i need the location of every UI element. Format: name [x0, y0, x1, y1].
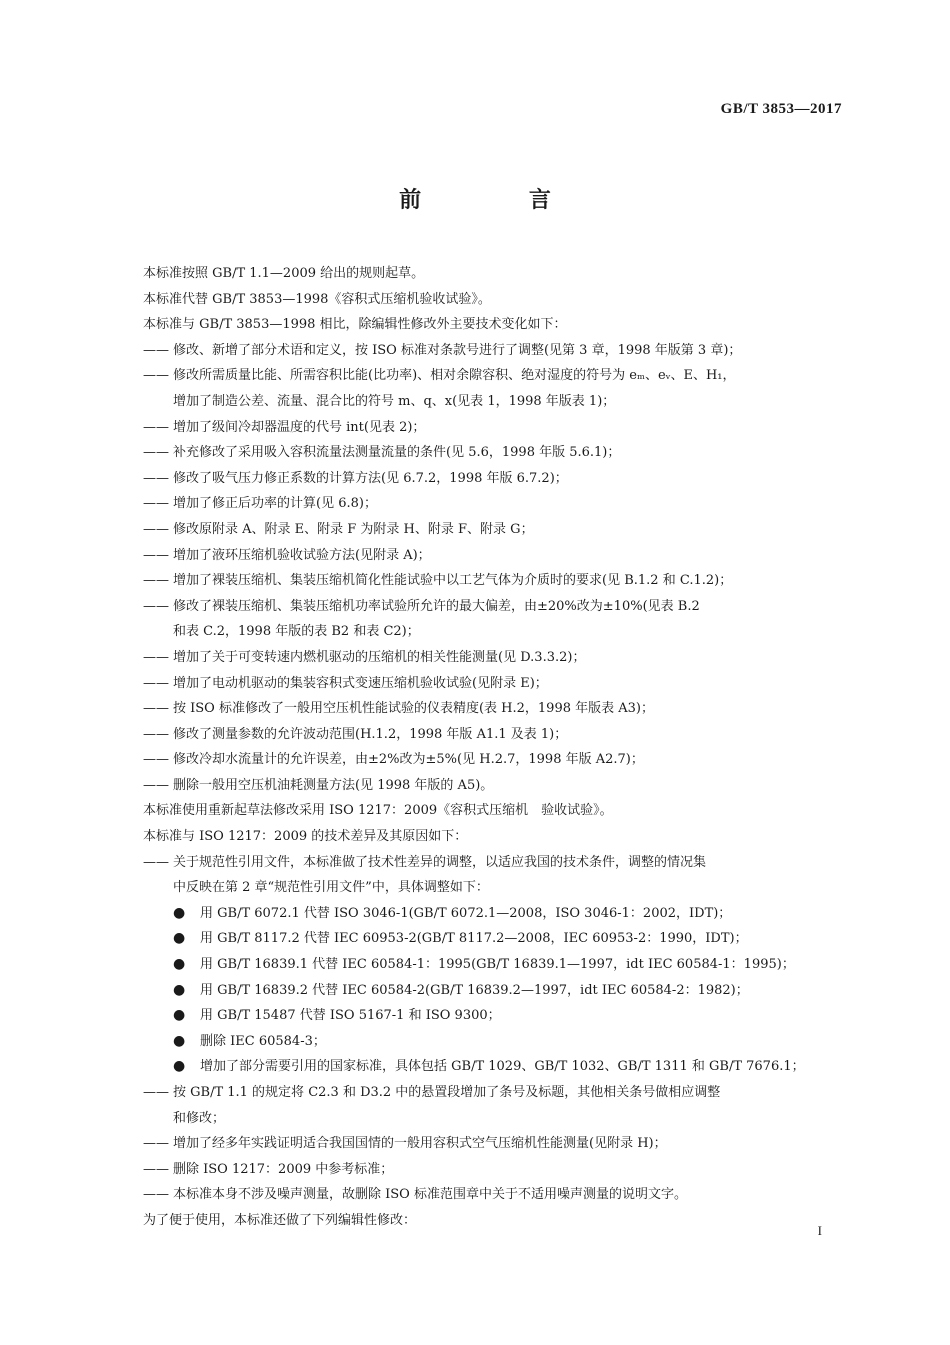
- paragraph: [143, 824, 843, 850]
- line-text: 按 ISO 标准修改了一般用空压机性能试验的仪表精度(表 H.2，1998 年版表 A3)；: [173, 701, 654, 717]
- line-text: 增加了级间冷却器温度的代号 int(见表 2)；: [173, 419, 426, 435]
- line-text: 修改了吸气压力修正系数的计算方法(见 6.7.2，1998 年版 6.7.2)；: [173, 470, 568, 486]
- change-item: [143, 722, 843, 748]
- line-text: 用 GB/T 16839.2 代替 IEC 60584-2(GB/T 16839.2—1997，idt IEC 60584-2：1982)；: [200, 982, 749, 998]
- em-dash-marker: ——: [143, 701, 169, 717]
- line-text: 用 GB/T 15487 代替 ISO 5167-1 和 ISO 9300；: [200, 1008, 501, 1024]
- change-item: [143, 747, 843, 773]
- line-text: 增加了电动机驱动的集装容积式变速压缩机验收试验(见附录 E)；: [173, 675, 548, 691]
- em-dash-marker: ——: [143, 573, 169, 589]
- change-item: [143, 338, 843, 364]
- change-item-continuation: [143, 1106, 843, 1132]
- standard-code: GB/T 3853—2017: [720, 101, 842, 117]
- line-text: 删除 ISO 1217：2009 中参考标准；: [173, 1161, 394, 1177]
- change-item: [143, 1080, 843, 1106]
- change-item: [143, 363, 843, 389]
- document-body: [143, 261, 843, 1234]
- paragraph: [143, 1208, 843, 1234]
- line-text: 补充修改了采用吸入容积流量法测量流量的条件(见 5.6，1998 年版 5.6.1)；: [173, 445, 621, 461]
- line-text: 增加了修正后功率的计算(见 6.8)；: [173, 496, 377, 512]
- line-text: 本标准与 GB/T 3853—1998 相比，除编辑性修改外主要技术变化如下：: [143, 317, 567, 333]
- change-item: [143, 850, 843, 876]
- line-text: 删除一般用空压机油耗测量方法(见 1998 年版的 A5)。: [173, 777, 494, 793]
- line-text: 修改原附录 A、附录 E、附录 F 为附录 H、附录 F、附录 G；: [173, 521, 534, 537]
- change-item: [143, 773, 843, 799]
- page-title: 前 言: [399, 188, 601, 213]
- paragraph: [143, 312, 843, 338]
- line-text: 用 GB/T 16839.1 代替 IEC 60584-1：1995(GB/T 16839.1—1997，idt IEC 60584-1：1995)；: [200, 957, 795, 973]
- line-text: 和表 C.2，1998 年版的表 B2 和表 C2)；: [173, 624, 420, 640]
- em-dash-marker: ——: [143, 521, 169, 537]
- line-text: 为了便于使用，本标准还做了下列编辑性修改：: [143, 1212, 417, 1228]
- em-dash-marker: ——: [143, 598, 169, 614]
- bullet-item: [143, 1054, 843, 1080]
- bullet-icon: ●: [173, 981, 186, 998]
- paragraph: [143, 798, 843, 824]
- em-dash-marker: ——: [143, 547, 169, 563]
- bullet-item: [143, 1029, 843, 1055]
- change-item-continuation: [143, 619, 843, 645]
- bullet-item: [143, 952, 843, 978]
- change-item-continuation: [143, 875, 843, 901]
- bullet-item: [143, 1003, 843, 1029]
- em-dash-marker: ——: [143, 854, 169, 870]
- em-dash-marker: ——: [143, 368, 169, 384]
- line-text: 关于规范性引用文件，本标准做了技术性差异的调整，以适应我国的技术条件，调整的情况集: [173, 854, 707, 870]
- line-text: 增加了裸装压缩机、集装压缩机简化性能试验中以工艺气体为介质时的要求(见 B.1.2 和 C.1.2)；: [173, 573, 733, 589]
- line-text: 本标准代替 GB/T 3853—1998《容积式压缩机验收试验》。: [143, 291, 491, 307]
- line-text: 修改了测量参数的允许波动范围(H.1.2，1998 年版 A1.1 及表 1)；: [173, 726, 568, 742]
- change-item: [143, 594, 843, 620]
- change-item: [143, 491, 843, 517]
- em-dash-marker: ——: [143, 726, 169, 742]
- em-dash-marker: ——: [143, 470, 169, 486]
- bullet-item: [143, 926, 843, 952]
- bullet-icon: ●: [173, 956, 186, 973]
- bullet-icon: ●: [173, 930, 186, 947]
- line-text: 用 GB/T 8117.2 代替 IEC 60953-2(GB/T 8117.2—2008，IEC 60953-2：1990，IDT)；: [200, 931, 748, 947]
- em-dash-marker: ——: [143, 649, 169, 665]
- em-dash-marker: ——: [143, 1136, 169, 1152]
- line-text: 本标准按照 GB/T 1.1—2009 给出的规则起草。: [143, 266, 425, 281]
- line-text: 用 GB/T 6072.1 代替 ISO 3046-1(GB/T 6072.1—2008，ISO 3046-1：2002，IDT)；: [200, 905, 732, 921]
- line-text: 增加了液环压缩机验收试验方法(见附录 A)；: [173, 547, 431, 563]
- change-item: [143, 696, 843, 722]
- em-dash-marker: ——: [143, 1085, 169, 1100]
- bullet-icon: ●: [173, 1058, 186, 1075]
- em-dash-marker: ——: [143, 777, 169, 793]
- em-dash-marker: ——: [143, 342, 169, 358]
- bullet-item: [143, 901, 843, 927]
- line-text: 中反映在第 2 章“规范性引用文件”中，具体调整如下：: [173, 880, 489, 896]
- line-text: 删除 IEC 60584-3；: [200, 1033, 326, 1049]
- bullet-icon: ●: [173, 904, 186, 921]
- line-text: 本标准与 ISO 1217：2009 的技术差异及其原因如下：: [143, 829, 468, 845]
- em-dash-marker: ——: [143, 1161, 169, 1177]
- page-number: I: [817, 1223, 822, 1238]
- em-dash-marker: ——: [143, 1187, 169, 1203]
- line-text: 本标准使用重新起草法修改采用 ISO 1217：2009《容积式压缩机 验收试验》。: [143, 803, 613, 819]
- change-item: [143, 1182, 843, 1208]
- change-item: [143, 671, 843, 697]
- change-item: [143, 1157, 843, 1183]
- change-item: [143, 543, 843, 569]
- change-item: [143, 466, 843, 492]
- line-text: 按 GB/T 1.1 的规定将 C2.3 和 D3.2 中的悬置段增加了条号及标题，其他相关条号做相应调整: [173, 1085, 721, 1100]
- em-dash-marker: ——: [143, 752, 169, 768]
- change-item: [143, 440, 843, 466]
- change-item: [143, 517, 843, 543]
- change-item: [143, 415, 843, 441]
- bullet-item: [143, 978, 843, 1004]
- line-text: 修改所需质量比能、所需容积比能(比功率)、相对余隙容积、绝对湿度的符号为 eₘ、eᵥ、E、H₁，: [173, 368, 736, 384]
- line-text: 本标准本身不涉及噪声测量，故删除 ISO 标准范围章中关于不适用噪声测量的说明文字。: [173, 1187, 687, 1203]
- em-dash-marker: ——: [143, 445, 169, 461]
- em-dash-marker: ——: [143, 675, 169, 691]
- line-text: 增加了部分需要引用的国家标准，具体包括 GB/T 1029、GB/T 1032、GB/T 1311 和 GB/T 7676.1；: [200, 1059, 805, 1075]
- line-text: 修改了裸装压缩机、集装压缩机功率试验所允许的最大偏差，由±20%改为±10%(见表 B.2: [173, 598, 700, 614]
- em-dash-marker: ——: [143, 496, 169, 512]
- change-item: [143, 1131, 843, 1157]
- line-text: 增加了经多年实践证明适合我国国情的一般用容积式空气压缩机性能测量(见附录 H)；: [173, 1136, 667, 1152]
- bullet-icon: ●: [173, 1032, 186, 1049]
- change-item-continuation: [143, 389, 843, 415]
- line-text: 修改、新增了部分术语和定义，按 ISO 标准对条款号进行了调整(见第 3 章，1998 年版第 3 章)；: [173, 342, 742, 358]
- bullet-icon: ●: [173, 1007, 186, 1024]
- change-item: [143, 645, 843, 671]
- change-item: [143, 568, 843, 594]
- line-text: 和修改；: [173, 1110, 226, 1126]
- em-dash-marker: ——: [143, 419, 169, 435]
- paragraph: [143, 287, 843, 313]
- line-text: 修改冷却水流量计的允许误差，由±2%改为±5%(见 H.2.7，1998 年版 A2.7)；: [173, 752, 644, 768]
- paragraph: [143, 261, 843, 287]
- line-text: 增加了关于可变转速内燃机驱动的压缩机的相关性能测量(见 D.3.3.2)；: [173, 649, 586, 665]
- line-text: 增加了制造公差、流量、混合比的符号 m、q、x(见表 1，1998 年版表 1)；: [173, 393, 616, 409]
